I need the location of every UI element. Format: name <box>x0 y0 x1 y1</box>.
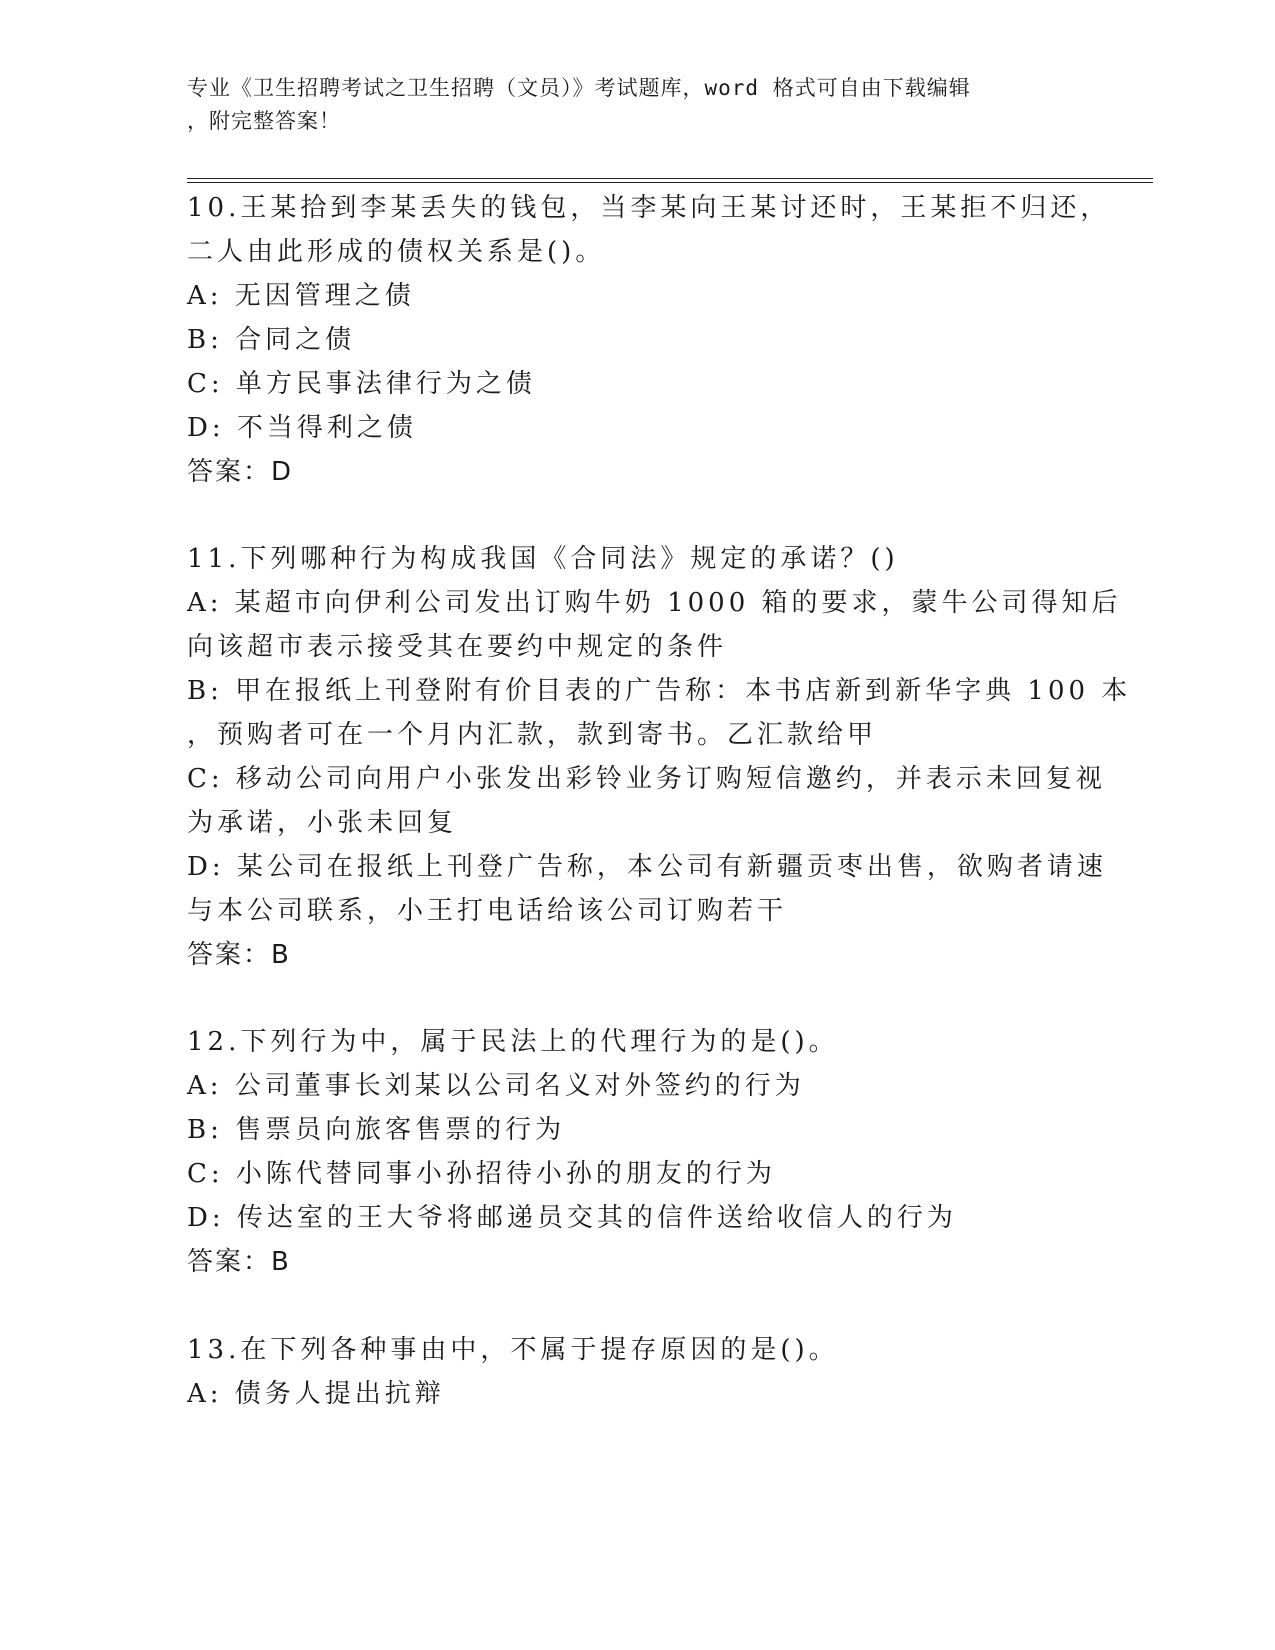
question-10-stem-line-2: 二人由此形成的债权关系是()。 <box>187 237 606 267</box>
question-10-option-d: D: 不当得利之债 <box>187 413 417 443</box>
question-11-option-b-line-1: B: 甲在报纸上刊登附有价目表的广告称：本书店新到新华字典 100 本 <box>187 676 1132 706</box>
question-11-answer: 答案：B <box>187 940 291 970</box>
question-12-option-a: A: 公司董事长刘某以公司名义对外签约的行为 <box>187 1071 805 1101</box>
question-13-stem-line-1: 13.在下列各种事由中，不属于提存原因的是()。 <box>187 1335 839 1365</box>
question-12-option-b: B: 售票员向旅客售票的行为 <box>187 1115 566 1145</box>
question-10-option-c: C: 单方民事法律行为之债 <box>187 369 536 399</box>
question-12-option-d: D: 传达室的王大爷将邮递员交其的信件送给收信人的行为 <box>187 1203 957 1233</box>
question-11-option-c-line-1: C: 移动公司向用户小张发出彩铃业务订购短信邀约，并表示未回复视 <box>187 764 1106 794</box>
header-line-2: ，附完整答案！ <box>187 109 341 133</box>
question-10-option-a: A: 无因管理之债 <box>187 281 415 311</box>
question-11-option-d-line-2: 与本公司联系，小王打电话给该公司订购若干 <box>187 896 788 926</box>
question-11-option-d-line-1: D: 某公司在报纸上刊登广告称，本公司有新疆贡枣出售，欲购者请速 <box>187 852 1107 882</box>
question-11-stem-line-1: 11.下列哪种行为构成我国《合同法》规定的承诺？() <box>187 544 899 574</box>
question-10-stem-line-1: 10.王某拾到李某丢失的钱包，当李某向王某讨还时，王某拒不归还， <box>187 193 1111 223</box>
question-12-option-c: C: 小陈代替同事小孙招待小孙的朋友的行为 <box>187 1159 776 1189</box>
question-12-stem-line-1: 12.下列行为中，属于民法上的代理行为的是()。 <box>187 1027 839 1057</box>
question-13-option-a: A: 债务人提出抗辩 <box>187 1379 445 1409</box>
header-rule-bottom <box>187 182 1153 183</box>
question-11-option-a-line-1: A: 某超市向伊利公司发出订购牛奶 1000 箱的要求，蒙牛公司得知后 <box>187 588 1122 618</box>
document-header <box>187 72 1067 138</box>
question-10-answer: 答案：D <box>187 457 294 487</box>
header-line-1: 专业《卫生招聘考试之卫生招聘（文员）》考试题库，word 格式可自由下载编辑 <box>187 76 971 100</box>
question-12-answer: 答案：B <box>187 1247 291 1277</box>
question-11-option-a-line-2: 向该超市表示接受其在要约中规定的条件 <box>187 632 728 662</box>
question-10-option-b: B: 合同之债 <box>187 325 356 355</box>
header-rule-top <box>187 178 1153 179</box>
question-11-option-b-line-2: ，预购者可在一个月内汇款，款到寄书。乙汇款给甲 <box>187 720 878 750</box>
question-11-option-c-line-2: 为承诺，小张未回复 <box>187 808 458 838</box>
